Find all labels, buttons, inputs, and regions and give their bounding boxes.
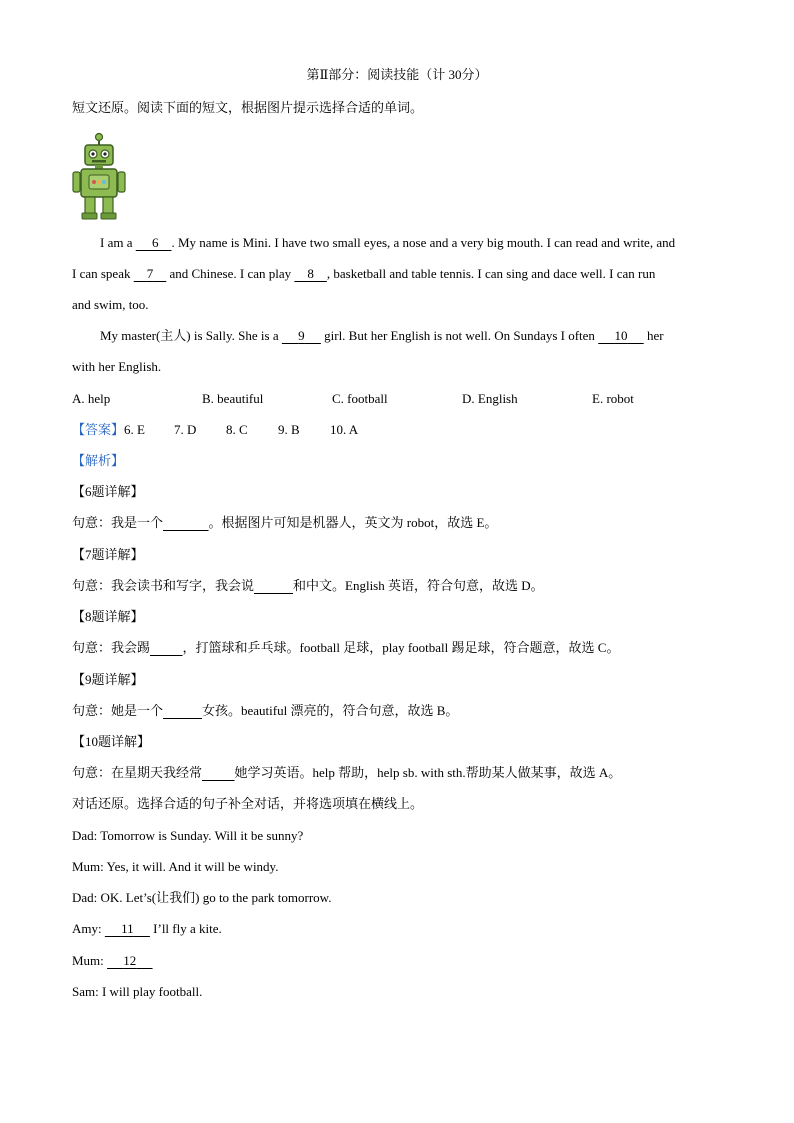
option-c: C. football (332, 391, 388, 406)
answer-item: 8. C (226, 422, 248, 437)
dialog-line: Dad: OK. Let’s(让我们) go to the park tomorrow. (72, 890, 332, 905)
answer-item: 6. E (124, 422, 145, 437)
passage-text: her (643, 328, 664, 343)
option-e: E. robot (592, 391, 634, 406)
answer-item: 10. A (330, 422, 359, 437)
option-a: A. help (72, 391, 111, 406)
dialog-line: Amy: 11 I’ll fly a kite. (72, 921, 222, 936)
passage-line (100, 234, 675, 252)
dialog-instruction: 对话还原。选择合适的句子补全对话，并将选项填在横线上。 (72, 796, 424, 811)
dialog-line: Mum: Yes, it will. And it will be windy. (72, 859, 279, 874)
detail-body: 句意：我会踢 ，打篮球和乒乓球。football 足球，play football 踢足球，符合题意，故选 C。 (72, 640, 620, 655)
passage-text: girl. But her English is not well. On Sundays I often (320, 328, 599, 343)
option-b: B. beautiful (202, 391, 264, 406)
dialog-line: Sam: I will play football. (72, 984, 203, 999)
answer-label: 【答案】 (72, 422, 125, 437)
robot-image (72, 132, 126, 220)
section-title: 第Ⅱ部分：阅读技能（计 30分） (306, 67, 488, 82)
detail-heading: 【10题详解】 (72, 734, 151, 749)
answer-item: 7. D (174, 422, 197, 437)
analysis-label: 【解析】 (72, 453, 125, 468)
detail-heading: 【8题详解】 (72, 609, 144, 624)
passage-text: I can speak (72, 266, 134, 281)
detail-body: 句意：我会读书和写字，我会说 和中文。English 英语，符合句意，故选 D。 (72, 578, 544, 593)
reading-instruction: 短文还原。阅读下面的短文，根据图片提示选择合适的单词。 (72, 100, 424, 115)
detail-body: 句意：在星期天我经常 她学习英语。help 帮助，help sb. with sth.帮助某人做某事，故选 A。 (72, 765, 622, 780)
passage-line (72, 265, 655, 283)
detail-heading: 【9题详解】 (72, 672, 144, 687)
dialog-line: Dad: Tomorrow is Sunday. Will it be sunny? (72, 828, 304, 843)
option-d: D. English (462, 391, 518, 406)
detail-body: 句意：她是一个 女孩。beautiful 漂亮的，符合句意，故选 B。 (72, 703, 459, 718)
answer-item: 9. B (278, 422, 300, 437)
passage-text: and Chinese. I can play (166, 266, 295, 281)
passage-line: and swim, too. (72, 297, 149, 312)
detail-body: 句意：我是一个 。根据图片可知是机器人，英文为 robot，故选 E。 (72, 515, 498, 530)
blank-8: 8 (307, 266, 314, 281)
passage-line: with her English. (72, 359, 162, 374)
blank-11: 11 (121, 921, 134, 936)
answer-row (72, 421, 358, 439)
blank-10: 10 (614, 328, 628, 343)
detail-heading: 【6题详解】 (72, 484, 144, 499)
passage-text: I am a (100, 235, 136, 250)
detail-heading: 【7题详解】 (72, 547, 144, 562)
blank-7: 7 (146, 266, 154, 281)
blank-9: 9 (298, 328, 305, 343)
blank-6: 6 (151, 235, 159, 250)
passage-line (100, 327, 664, 345)
blank-12: 12 (123, 953, 137, 968)
options-row (72, 390, 634, 408)
passage-text: , basketball and table tennis. I can sing and dace well. I can run (326, 266, 656, 281)
passage-text: My master(主人) is Sally. She is a (100, 328, 282, 343)
dialog-line: Mum: 12 (72, 952, 153, 970)
passage-text: . My name is Mini. I have two small eyes, a nose and a very big mouth. I can read and write, and (171, 235, 676, 250)
